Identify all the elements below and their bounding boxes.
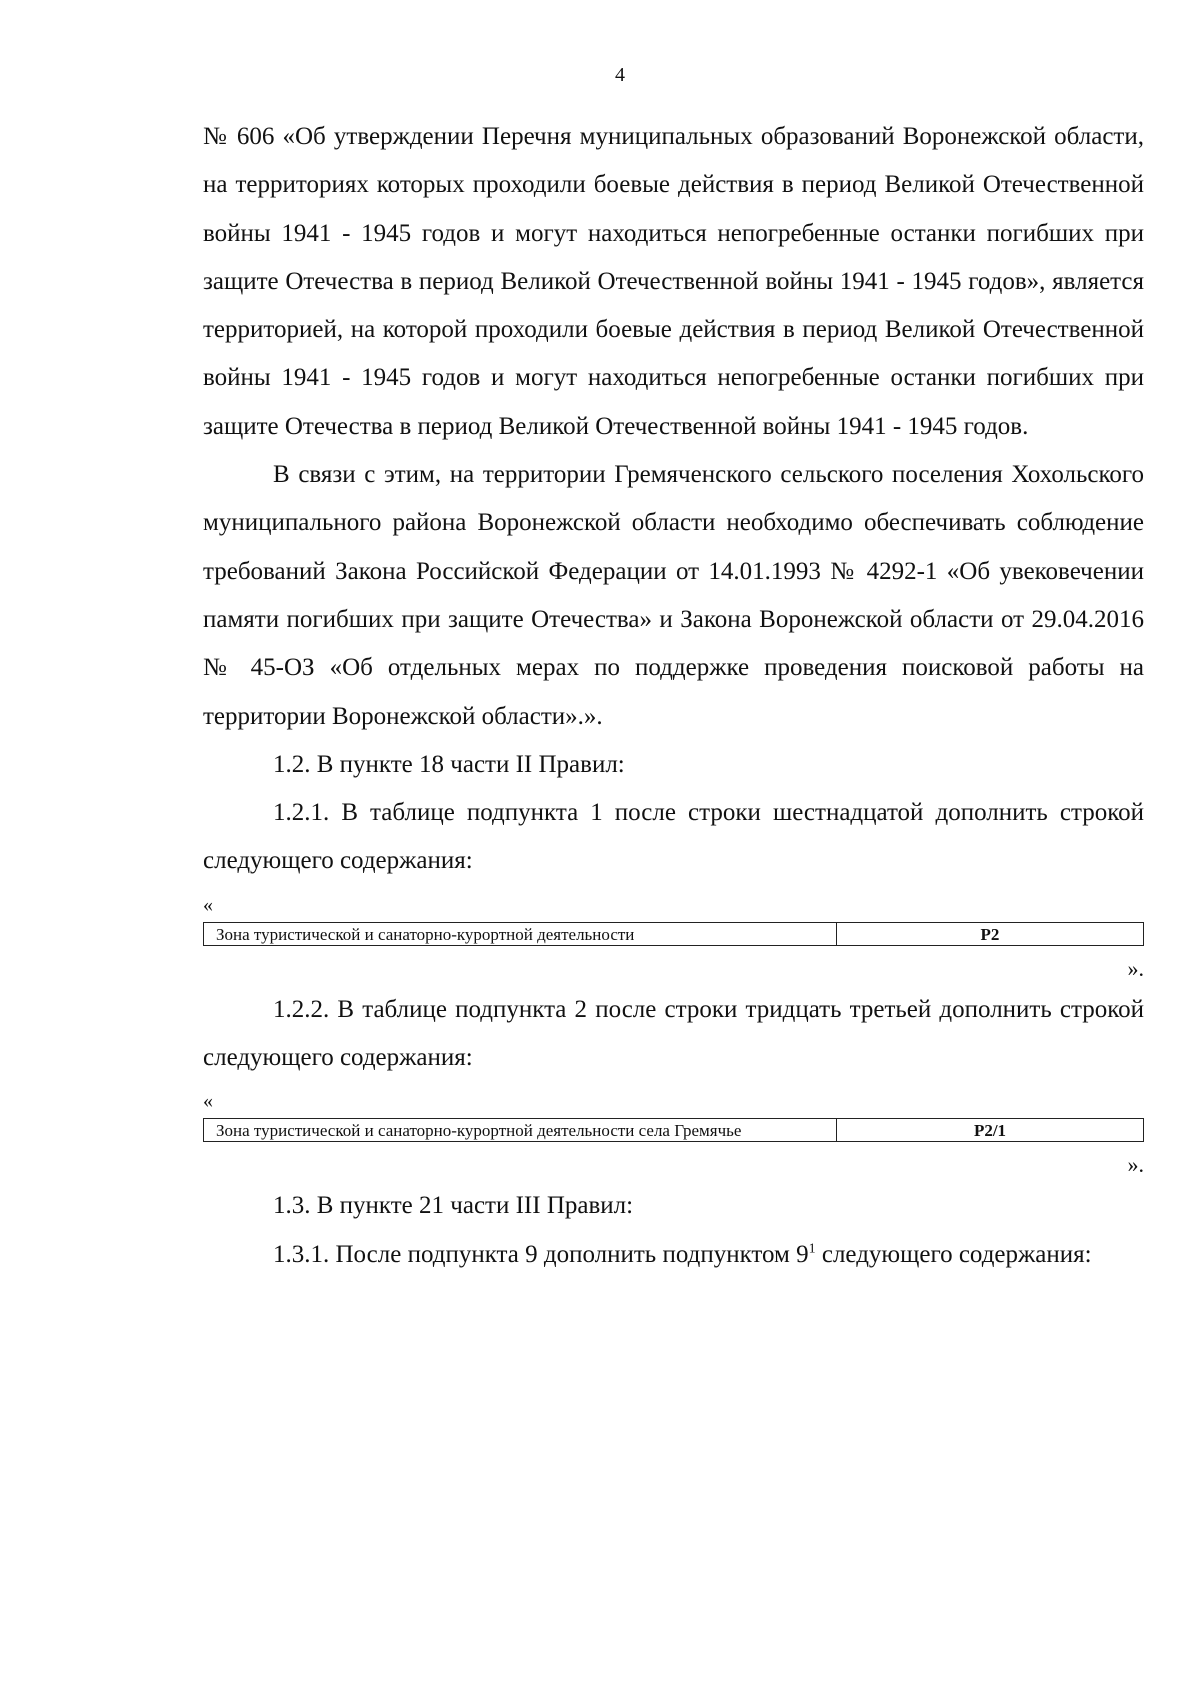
table-row xyxy=(204,922,1144,945)
inserted-table-1 xyxy=(203,922,1144,946)
paragraph-1-3-1-end: следующего содержания: xyxy=(815,1240,1092,1268)
zone-name-cell: Зона туристической и санаторно-курортной деятельности xyxy=(204,922,837,945)
closing-quote: ». xyxy=(1127,1152,1144,1178)
superscript: 1 xyxy=(808,1241,816,1257)
paragraph-1-3: 1.3. В пункте 21 части III Правил: xyxy=(273,1192,634,1220)
table-row xyxy=(204,1119,1144,1142)
inserted-table-2 xyxy=(203,1118,1144,1142)
paragraph-1: № 606 «Об утверждении Перечня муниципальных образований Воронежской области, на территориях которых проходили боевые действия в период Великой Отечественной войны 1941 - 1945 годов и могут находиться непогребенные останки погибших при защите Отечества в период Великой Отечественной войны 1941 - 1945 годов», является территорией, на которой проходили боевые действия в период Великой Отечественной войны 1941 - 1945 годов и могут находиться непогребенные останки погибших при защите Отечества в период Великой Отечественной войны 1941 - 1945 годов. xyxy=(203,123,1144,440)
zone-name-cell: Зона туристической и санаторно-курортной деятельности села Гремячье xyxy=(204,1119,837,1142)
paragraph-1-2-1: 1.2.1. В таблице подпункта 1 после строки шестнадцатой дополнить строкой следующего содержания: xyxy=(203,799,1144,875)
closing-quote: ». xyxy=(1127,955,1144,981)
paragraph-1-3-1 xyxy=(203,1231,1144,1279)
paragraph-2: В связи с этим, на территории Гремяченского сельского поселения Хохольского муниципального района Воронежской области необходимо обеспечивать соблюдение требований Закона Российской Федерации от 14.01.1993 № 4292-1 «Об увековечении памяти погибших при защите Отечества» и Закона Воронежской области от 29.04.2016 № 45-ОЗ «Об отдельных мерах по поддержке проведения поисковой работы на территории Воронежской области».». xyxy=(203,461,1144,730)
paragraph-1-2: 1.2. В пункте 18 части II Правил: xyxy=(273,750,625,778)
paragraph-1-3-1-start: 1.3.1. После подпункта 9 дополнить подпунктом 9 xyxy=(273,1240,809,1268)
opening-quote: « xyxy=(203,1090,213,1113)
document-body xyxy=(203,113,1144,1279)
page-number: 4 xyxy=(615,64,625,86)
paragraph-1-2-2: 1.2.2. В таблице подпункта 2 после строки тридцать третьей дополнить строкой следующего содержания: xyxy=(203,995,1144,1072)
zone-code-cell: Р2 xyxy=(837,922,1144,945)
opening-quote: « xyxy=(203,893,213,916)
zone-code-cell: Р2/1 xyxy=(837,1119,1144,1142)
